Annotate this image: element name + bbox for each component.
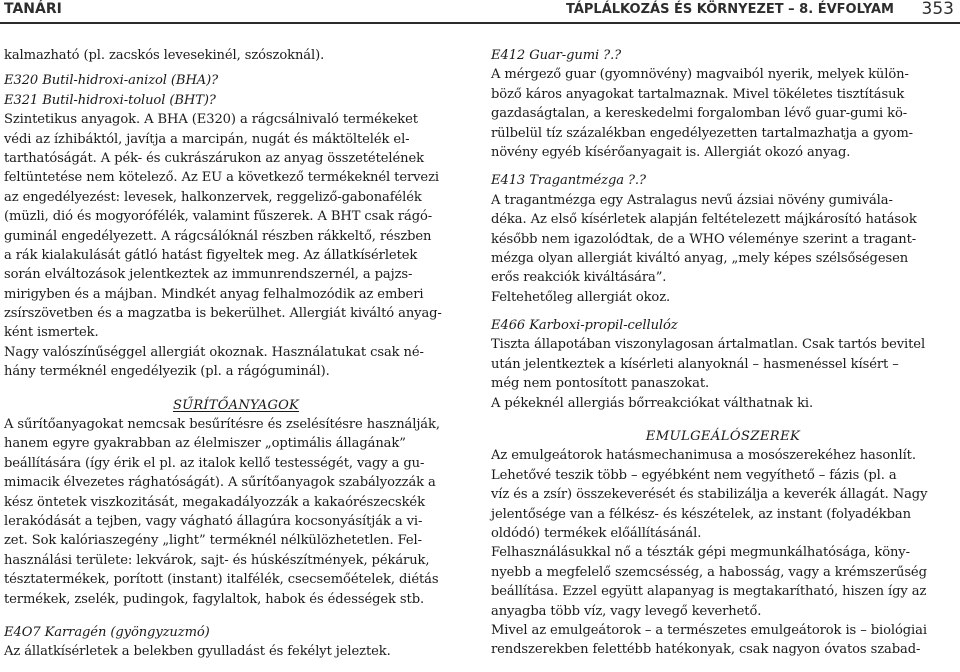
text-line: Nagy valószínűséggel allergiát okoznak. Használatukat csak né- — [4, 344, 424, 360]
text-line: tésztatermékek, porított (instant) italfélék, csecsemőételek, diétás — [4, 572, 439, 588]
text-line: Lehetővé teszik több – egyébként nem vegyíthető – fázis (pl. a — [491, 467, 897, 483]
text-line: Az állatkísérletek a belekben gyulladást és fekélyt jeleztek. — [4, 644, 391, 660]
text-line: mirigyben és a májban. Mindkét anyag felhalmozódik az emberi — [4, 286, 424, 302]
text-line: A sűrítőanyagokat nemcsak besűrítésre és zselésítésre használják, — [4, 417, 440, 433]
text-line: zet. Sok kalóriaszegény „light” terméknél nélkülözhetetlen. Fel- — [4, 533, 422, 549]
text-line: A pékeknél allergiás bőrreakciókat válthatnak ki. — [491, 395, 814, 411]
text-line: hanem egyre gyakrabban az élelmiszer „optimális állagának” — [4, 436, 406, 452]
additive-heading-e466: E466 Karboxi-propil-cellulóz — [491, 318, 678, 334]
text-line: mézga olyan allergiát kiváltó anyag, „mely képes szélsőségesen — [491, 250, 909, 266]
text-line: növény egyéb kísérőanyagait is. Allergiát okozó anyag. — [491, 144, 851, 160]
text-line: termékek, zselék, pudingok, fagylaltok, habok és édességek stb. — [4, 591, 425, 607]
additive-heading-e321: E321 Butil-hidroxi-toluol (BHT)? — [4, 92, 216, 108]
text-line: zsírszövetben és a magzatba is bekerülhet. Allergiát kiváltó anyag- — [4, 306, 442, 322]
text-line: védi az ízhibáktól, javítja a marcipán, nugát és máktöltelék el- — [4, 131, 410, 147]
text-line: guminál engedélyezett. A rágcsálóknál részben rákkeltő, részben — [4, 228, 432, 244]
text-line: kész öntetek viszkozitását, megakadályozzák a kakaórészecskék — [4, 494, 425, 510]
text-line: erős reakciók kiváltására”. — [491, 270, 667, 286]
text-line: A mérgező guar (gyomnövény) magvaiból nyerik, melyek külön- — [491, 67, 909, 83]
text-line: jelentősége van a félkész- és készételek, az instant (folyadékban — [491, 506, 911, 522]
text-line: oldódó) termékek előállításánál. — [491, 525, 702, 541]
text-line: anyagba több víz, vagy levegő keverhető. — [491, 603, 762, 619]
text-line: Az emulgeátorok hatásmechanimusa a mosószerekéhez hasonlít. — [491, 448, 916, 464]
text-line: később nem igazolódtak, de a WHO véleménye szerint a tragant- — [491, 231, 917, 247]
additive-heading-e407: E4O7 Karragén (gyöngyzuzmó) — [4, 624, 210, 640]
right-column — [491, 46, 955, 660]
additive-heading-e412: E412 Guar-gumi ?.? — [491, 48, 622, 63]
text-line: Mivel az emulgeátorok – a természetes emulgeátorok is – biológiai — [491, 622, 927, 638]
text-line: rendszerekben felettébb hatékonyak, csak nagyon óvatos szabad- — [491, 642, 921, 658]
text-line: víz és a zsír) összekeverését és stabilizálja a keverék állagát. Nagy — [491, 487, 928, 503]
section-title-emulsifiers: EMULGEÁLÓSZEREK — [645, 429, 801, 445]
text-line: mimacik élvezetes rághatóságát). A sűrítőanyagok szabályozzák a — [4, 475, 436, 491]
page-number: 353 — [921, 0, 954, 19]
text-line: Felhasználásukkal nő a tészták gépi megmunkálhatósága, köny- — [491, 545, 910, 561]
header-section-label: TANÁRI — [4, 1, 62, 17]
additive-heading-e413: E413 Tragantmézga ?.? — [491, 173, 646, 189]
text-line: hány terméknél engedélyezik (pl. a rágóguminál). — [4, 364, 330, 380]
text-line: az engedélyezést: levesek, halkonzervek, reggeliző-gabonafélék — [4, 189, 422, 205]
text-line: használási területe: lekvárok, sajt- és húskészítmények, pékáruk, — [4, 552, 430, 568]
header-rule — [0, 22, 960, 24]
additive-heading-e320: E320 Butil-hidroxi-anizol (BHA)? — [4, 73, 219, 89]
text-line: nyebb a megfelelő szemcsésség, a habosság, vagy a krémszerűség — [491, 564, 927, 580]
text-line: Tiszta állapotában viszonylagosan ártalmatlan. Csak tartós bevitel — [491, 337, 926, 353]
left-column — [4, 46, 468, 662]
text-line: Szintetikus anyagok. A BHA (E320) a rágcsálnivaló termékeket — [4, 112, 418, 128]
header-book-title: TÁPLÁLKOZÁS ÉS KÖRNYEZET – 8. ÉVFOLYAM — [565, 2, 894, 17]
text-line: kalmazható (pl. zacskós levesekinél, szószoknál). — [4, 48, 325, 63]
text-line: A tragantmézga egy Astralagus nevű ázsiai növény gumiválа- — [491, 192, 893, 208]
section-title-thickeners: SŰRÍTŐANYAGOK — [172, 397, 300, 413]
text-line: gazdaságtalan, a kereskedelmi forgalomban lévő guar-gumi kö- — [491, 106, 908, 122]
running-header — [0, 0, 960, 22]
text-line: (müzli, dió és mogyorófélék, valamint fűszerek. A BHT csak rágó- — [4, 209, 433, 225]
text-line: feltüntetése nem kötelező. Az EU a következő termékeknél tervezi — [4, 170, 439, 186]
text-line: lerakódását a tejben, vagy vágható állagúra kocsonyásítják a vi- — [4, 513, 423, 529]
text-line: után jelentkeztek a kísérleti alanyoknál – hasmenéssel kísért – — [491, 356, 899, 372]
text-line: tarthatóságát. A pék- és cukrászárukon az anyag összetételének — [4, 150, 424, 166]
text-line: ként ismertek. — [4, 325, 99, 341]
text-line: böző káros anyagokat tartalmaznak. Mivel tökéletes tisztításuk — [491, 86, 905, 102]
text-line: a rák kialakulását gátló hatást figyeltek meg. Az állatkísérletek — [4, 247, 418, 263]
text-line: még nem pontosított panaszokat. — [491, 376, 710, 392]
text-line: Feltehetőleg allergiát okoz. — [491, 289, 671, 305]
text-line: beállítása. Ezzel együtt alapanyag is megtakarítható, hiszen így az — [491, 584, 927, 600]
text-line: során elváltozások jelentkeztek az immunrendszernél, a pajzs- — [4, 267, 413, 283]
text-line: rülbelül tíz százalékban engedélyezetten tartalmazhatja a gyom- — [491, 125, 913, 141]
text-line: déka. Az első kísérletek alapján feltételezett májkárosító hatások — [491, 212, 917, 228]
text-line: beállítására (így érik el pl. az italok kellő testességét, vagy a gu- — [4, 455, 425, 471]
